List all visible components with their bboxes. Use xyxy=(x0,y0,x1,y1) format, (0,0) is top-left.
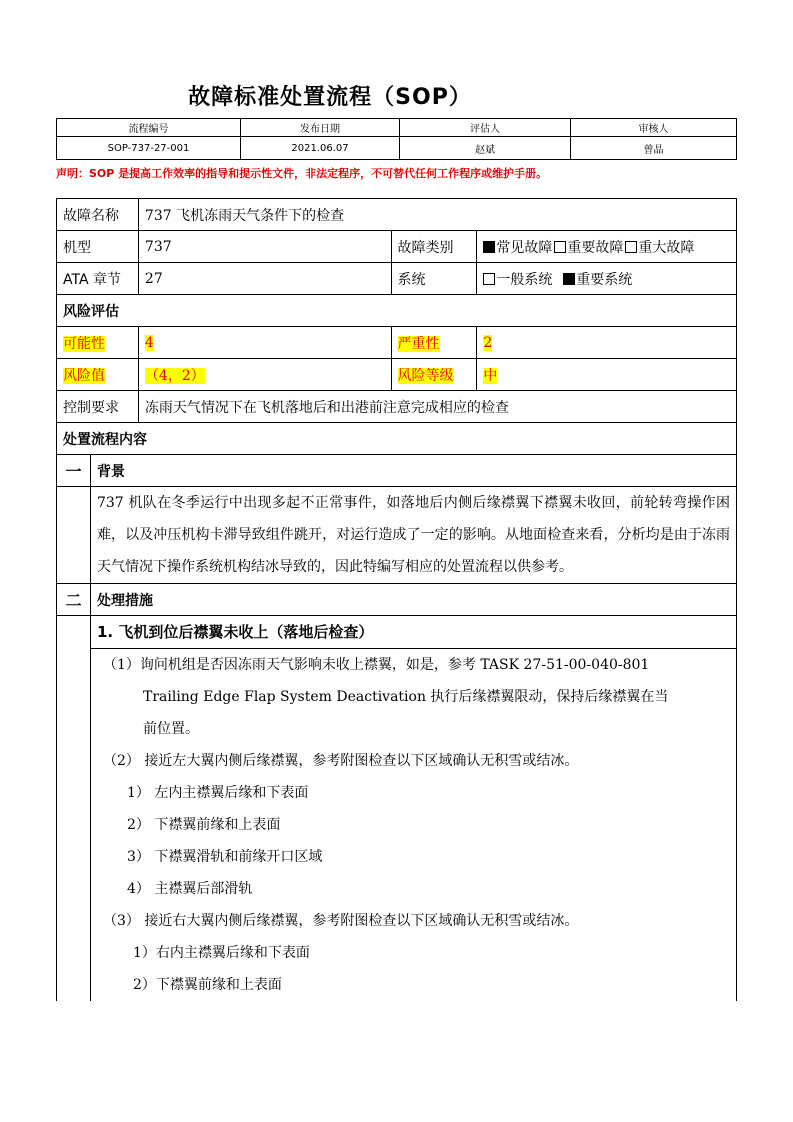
checkbox-general-system[interactable] xyxy=(483,273,495,285)
fault-name-label: 故障名称 xyxy=(57,199,139,231)
severity-label: 严重性 xyxy=(397,335,440,352)
risk-level-cell xyxy=(477,359,737,391)
checkbox-important-fault[interactable] xyxy=(554,241,566,253)
disclaimer-notice: 声明：SOP 是提高工作效率的指导和提示性文件，非法定程序，不可替代任何工作程序或维护手册。 xyxy=(56,167,548,180)
checkbox-common-fault[interactable] xyxy=(483,241,495,253)
sop-main-table xyxy=(56,198,737,1001)
control-value: 冻雨天气情况下在飞机落地后和出港前注意完成相应的检查 xyxy=(138,391,736,423)
step-1-line-1: （1）询问机组是否因冻雨天气影响未收上襟翼，如是，参考 TASK 27-51-00-040-801 xyxy=(102,657,650,673)
risk-level-label: 风险等级 xyxy=(397,367,454,384)
meta-header-evaluator: 评估人 xyxy=(400,119,571,137)
step-3-item-2: 2）下襟翼前缘和上表面 xyxy=(132,977,282,993)
section-two-title: 处理措施 xyxy=(90,584,736,616)
step-1-line-2: Trailing Edge Flap System Deactivation 执行后缘襟翼限动，保持后缘襟翼在当 xyxy=(142,689,669,705)
possibility-value-cell xyxy=(138,327,391,359)
fault-type-options xyxy=(477,231,737,263)
background-text: 737 机队在冬季运行中出现多起不正常事件，如落地后内侧后缘襟翼下襟翼未收回，前轮转弯操作困难，以及冲压机构卡滞导致组件跳开，对运行造成了一定的影响。从地面检查来看，分析均是由于冻雨天气情况下操作系统机构结冰导致的，因此特编写相应的处置流程以供参考。 xyxy=(96,495,730,575)
section-two-spacer xyxy=(57,616,91,1002)
checkbox-major-fault[interactable] xyxy=(625,241,637,253)
system-important: 重要系统 xyxy=(576,271,633,288)
risk-value-label: 风险值 xyxy=(63,367,105,384)
step-1-line-3: 前位置。 xyxy=(142,721,199,737)
step-2-item-4: 4） 主襟翼后部滑轨 xyxy=(126,881,253,897)
meta-reviewer: 曾晶 xyxy=(571,137,737,160)
severity-value: 2 xyxy=(483,334,493,351)
control-label: 控制要求 xyxy=(57,391,139,423)
possibility-label-cell xyxy=(57,327,139,359)
meta-evaluator: 赵斌 xyxy=(400,137,571,160)
ata-label: ATA 章节 xyxy=(57,263,139,295)
measures-cell xyxy=(90,616,736,1002)
risk-level-label-cell xyxy=(391,359,477,391)
section-one-spacer xyxy=(57,487,91,584)
possibility-value: 4 xyxy=(144,334,154,351)
model-label: 机型 xyxy=(57,231,139,263)
ata-value: 27 xyxy=(138,263,391,295)
model-value: 737 xyxy=(138,231,391,263)
measure-subtitle-1: 1. 飞机到位后襟翼未收上（落地后检查） xyxy=(96,623,374,641)
possibility-label: 可能性 xyxy=(63,335,105,352)
section-one-title: 背景 xyxy=(90,455,736,487)
system-general: 一般系统 xyxy=(496,271,553,288)
step-3-item-1: 1）右内主襟翼后缘和下表面 xyxy=(132,945,310,961)
fault-type-important: 重要故障 xyxy=(567,239,624,256)
fault-name-value: 737 飞机冻雨天气条件下的检查 xyxy=(138,199,736,231)
severity-label-cell xyxy=(391,327,477,359)
system-options xyxy=(477,263,737,295)
section-one-number: 一 xyxy=(57,455,91,487)
risk-value-cell xyxy=(138,359,391,391)
fault-type-common: 常见故障 xyxy=(496,239,553,256)
section-two-number: 二 xyxy=(57,584,91,616)
meta-release-date: 2021.06.07 xyxy=(241,137,400,160)
meta-sop-id: SOP-737-27-001 xyxy=(57,137,241,160)
background-cell xyxy=(90,487,736,584)
measure-steps xyxy=(91,648,736,1001)
fault-type-major: 重大故障 xyxy=(638,239,695,256)
severity-value-cell xyxy=(477,327,737,359)
checkbox-important-system[interactable] xyxy=(563,273,575,285)
fault-type-label: 故障类别 xyxy=(391,231,477,263)
risk-value-label-cell xyxy=(57,359,139,391)
meta-header-id: 流程编号 xyxy=(57,119,241,137)
meta-table xyxy=(56,118,737,160)
step-2-item-3: 3） 下襟翼滑轨和前缘开口区域 xyxy=(126,849,323,865)
process-section-title: 处置流程内容 xyxy=(57,423,737,455)
step-2-item-1: 1） 左内主襟翼后缘和下表面 xyxy=(126,785,309,801)
step-2: （2） 接近左大翼内侧后缘襟翼，参考附图检查以下区域确认无积雪或结冰。 xyxy=(102,753,579,769)
risk-section-title: 风险评估 xyxy=(57,295,737,327)
step-2-item-2: 2） 下襟翼前缘和上表面 xyxy=(126,817,281,833)
meta-header-reviewer: 审核人 xyxy=(571,119,737,137)
risk-level-value: 中 xyxy=(483,367,498,384)
risk-value: （4，2） xyxy=(144,367,205,384)
system-label: 系统 xyxy=(391,263,477,295)
meta-header-date: 发布日期 xyxy=(241,119,400,137)
step-3: （3） 接近右大翼内侧后缘襟翼，参考附图检查以下区域确认无积雪或结冰。 xyxy=(102,913,579,929)
page-title: 故障标准处置流程（SOP） xyxy=(188,85,472,110)
